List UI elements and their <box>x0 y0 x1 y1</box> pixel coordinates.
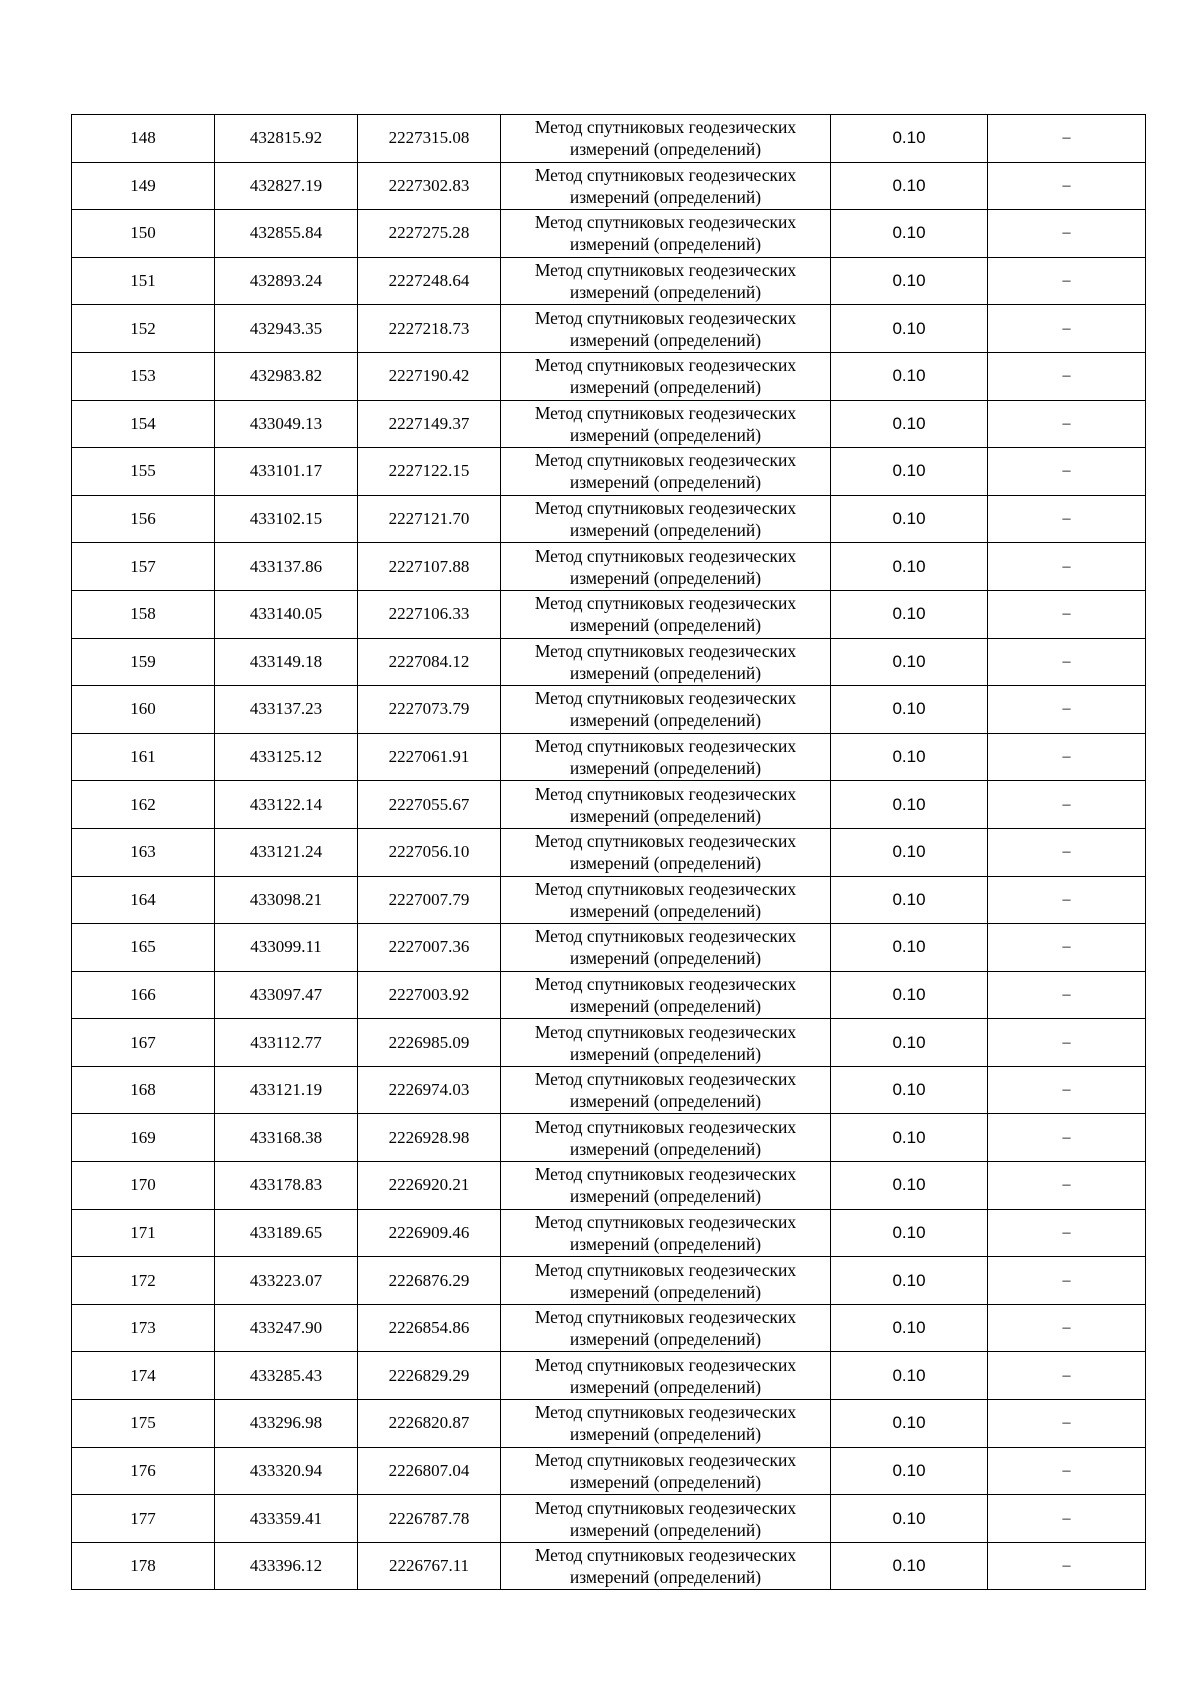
y-coordinate-cell: 2227190.42 <box>358 352 501 400</box>
note-cell: – <box>988 305 1146 353</box>
y-coordinate-cell: 2227073.79 <box>358 686 501 734</box>
accuracy-cell: 0.10 <box>831 1114 988 1162</box>
table-row <box>72 352 1146 400</box>
table-row <box>72 924 1146 972</box>
x-coordinate-cell: 433102.15 <box>215 495 358 543</box>
accuracy-cell: 0.10 <box>831 876 988 924</box>
y-coordinate-cell: 2227003.92 <box>358 971 501 1019</box>
point-number-cell: 149 <box>72 162 215 210</box>
method-line-1: Метод спутниковых геодезических <box>534 1497 797 1518</box>
accuracy-cell: 0.10 <box>831 400 988 448</box>
y-coordinate-cell: 2227107.88 <box>358 543 501 591</box>
table-row <box>72 1495 1146 1543</box>
table-row <box>72 828 1146 876</box>
table-row <box>72 1019 1146 1067</box>
method-line-2: измерений (определений) <box>569 995 762 1016</box>
method-line-2: измерений (определений) <box>569 567 762 588</box>
method-cell <box>501 400 831 448</box>
method-cell <box>501 971 831 1019</box>
method-line-2: измерений (определений) <box>569 1567 762 1588</box>
y-coordinate-cell: 2226767.11 <box>358 1542 501 1590</box>
accuracy-cell: 0.10 <box>831 257 988 305</box>
note-cell: – <box>988 686 1146 734</box>
table-row <box>72 543 1146 591</box>
table-row <box>72 448 1146 496</box>
y-coordinate-cell: 2226928.98 <box>358 1114 501 1162</box>
method-line-1: Метод спутниковых геодезических <box>534 640 797 661</box>
method-cell <box>501 257 831 305</box>
point-number-cell: 153 <box>72 352 215 400</box>
y-coordinate-cell: 2226876.29 <box>358 1257 501 1305</box>
x-coordinate-cell: 432815.92 <box>215 115 358 163</box>
note-cell: – <box>988 1447 1146 1495</box>
table-row <box>72 257 1146 305</box>
accuracy-cell: 0.10 <box>831 924 988 972</box>
note-cell: – <box>988 115 1146 163</box>
accuracy-cell: 0.10 <box>831 162 988 210</box>
x-coordinate-cell: 433049.13 <box>215 400 358 448</box>
y-coordinate-cell: 2227007.79 <box>358 876 501 924</box>
x-coordinate-cell: 433101.17 <box>215 448 358 496</box>
note-cell: – <box>988 828 1146 876</box>
note-cell: – <box>988 495 1146 543</box>
y-coordinate-cell: 2227084.12 <box>358 638 501 686</box>
note-cell: – <box>988 448 1146 496</box>
y-coordinate-cell: 2227055.67 <box>358 781 501 829</box>
method-cell <box>501 1400 831 1448</box>
x-coordinate-cell: 433223.07 <box>215 1257 358 1305</box>
method-cell <box>501 495 831 543</box>
table-row <box>72 1257 1146 1305</box>
x-coordinate-cell: 433189.65 <box>215 1209 358 1257</box>
table-row <box>72 686 1146 734</box>
method-cell <box>501 924 831 972</box>
method-cell <box>501 1114 831 1162</box>
method-line-2: измерений (определений) <box>569 1138 762 1159</box>
method-cell <box>501 1162 831 1210</box>
table-row <box>72 1400 1146 1448</box>
y-coordinate-cell: 2226985.09 <box>358 1019 501 1067</box>
point-number-cell: 175 <box>72 1400 215 1448</box>
table-row <box>72 1542 1146 1590</box>
method-cell <box>501 448 831 496</box>
point-number-cell: 156 <box>72 495 215 543</box>
method-cell <box>501 115 831 163</box>
method-cell <box>501 1066 831 1114</box>
method-line-2: измерений (определений) <box>569 139 762 160</box>
method-line-2: измерений (определений) <box>569 1329 762 1350</box>
note-cell: – <box>988 162 1146 210</box>
note-cell: – <box>988 638 1146 686</box>
y-coordinate-cell: 2226909.46 <box>358 1209 501 1257</box>
note-cell: – <box>988 1495 1146 1543</box>
method-line-2: измерений (определений) <box>569 282 762 303</box>
accuracy-cell: 0.10 <box>831 1447 988 1495</box>
y-coordinate-cell: 2226820.87 <box>358 1400 501 1448</box>
point-number-cell: 178 <box>72 1542 215 1590</box>
note-cell: – <box>988 1209 1146 1257</box>
method-line-1: Метод спутниковых геодезических <box>534 260 797 281</box>
accuracy-cell: 0.10 <box>831 1495 988 1543</box>
note-cell: – <box>988 257 1146 305</box>
point-number-cell: 171 <box>72 1209 215 1257</box>
method-line-1: Метод спутниковых геодезических <box>534 1354 797 1375</box>
accuracy-cell: 0.10 <box>831 686 988 734</box>
method-line-2: измерений (определений) <box>569 948 762 969</box>
point-number-cell: 157 <box>72 543 215 591</box>
accuracy-cell: 0.10 <box>831 115 988 163</box>
point-number-cell: 177 <box>72 1495 215 1543</box>
coordinates-table-body <box>72 115 1146 1590</box>
method-line-1: Метод спутниковых геодезических <box>534 1307 797 1328</box>
method-line-1: Метод спутниковых геодезических <box>534 117 797 138</box>
method-line-1: Метод спутниковых геодезических <box>534 402 797 423</box>
accuracy-cell: 0.10 <box>831 1542 988 1590</box>
accuracy-cell: 0.10 <box>831 305 988 353</box>
point-number-cell: 174 <box>72 1352 215 1400</box>
method-line-2: измерений (определений) <box>569 1281 762 1302</box>
accuracy-cell: 0.10 <box>831 543 988 591</box>
table-row <box>72 495 1146 543</box>
method-cell <box>501 352 831 400</box>
method-line-2: измерений (определений) <box>569 1233 762 1254</box>
x-coordinate-cell: 433359.41 <box>215 1495 358 1543</box>
note-cell: – <box>988 733 1146 781</box>
table-row <box>72 971 1146 1019</box>
point-number-cell: 154 <box>72 400 215 448</box>
x-coordinate-cell: 433121.24 <box>215 828 358 876</box>
table-row <box>72 162 1146 210</box>
note-cell: – <box>988 400 1146 448</box>
accuracy-cell: 0.10 <box>831 781 988 829</box>
accuracy-cell: 0.10 <box>831 495 988 543</box>
accuracy-cell: 0.10 <box>831 1019 988 1067</box>
method-line-2: измерений (определений) <box>569 615 762 636</box>
accuracy-cell: 0.10 <box>831 1066 988 1114</box>
note-cell: – <box>988 1542 1146 1590</box>
accuracy-cell: 0.10 <box>831 733 988 781</box>
method-line-2: измерений (определений) <box>569 1519 762 1540</box>
table-row <box>72 590 1146 638</box>
method-line-1: Метод спутниковых геодезических <box>534 926 797 947</box>
point-number-cell: 152 <box>72 305 215 353</box>
y-coordinate-cell: 2227315.08 <box>358 115 501 163</box>
method-line-2: измерений (определений) <box>569 758 762 779</box>
method-line-1: Метод спутниковых геодезических <box>534 1021 797 1042</box>
method-cell <box>501 1352 831 1400</box>
method-cell <box>501 1447 831 1495</box>
note-cell: – <box>988 1304 1146 1352</box>
note-cell: – <box>988 1162 1146 1210</box>
point-number-cell: 159 <box>72 638 215 686</box>
note-cell: – <box>988 1066 1146 1114</box>
method-line-1: Метод спутниковых геодезических <box>534 1545 797 1566</box>
y-coordinate-cell: 2227056.10 <box>358 828 501 876</box>
accuracy-cell: 0.10 <box>831 1400 988 1448</box>
method-line-2: измерений (определений) <box>569 472 762 493</box>
method-line-1: Метод спутниковых геодезических <box>534 1449 797 1470</box>
method-line-2: измерений (определений) <box>569 853 762 874</box>
x-coordinate-cell: 433178.83 <box>215 1162 358 1210</box>
table-row <box>72 876 1146 924</box>
note-cell: – <box>988 1019 1146 1067</box>
point-number-cell: 167 <box>72 1019 215 1067</box>
accuracy-cell: 0.10 <box>831 352 988 400</box>
point-number-cell: 151 <box>72 257 215 305</box>
method-line-1: Метод спутниковых геодезических <box>534 973 797 994</box>
point-number-cell: 158 <box>72 590 215 638</box>
point-number-cell: 164 <box>72 876 215 924</box>
method-cell <box>501 1495 831 1543</box>
note-cell: – <box>988 971 1146 1019</box>
method-line-2: измерений (определений) <box>569 900 762 921</box>
method-cell <box>501 686 831 734</box>
method-line-2: измерений (определений) <box>569 805 762 826</box>
y-coordinate-cell: 2227122.15 <box>358 448 501 496</box>
method-line-2: измерений (определений) <box>569 1471 762 1492</box>
note-cell: – <box>988 543 1146 591</box>
method-line-1: Метод спутниковых геодезических <box>534 1211 797 1232</box>
method-line-2: измерений (определений) <box>569 710 762 731</box>
point-number-cell: 168 <box>72 1066 215 1114</box>
method-line-2: измерений (определений) <box>569 1376 762 1397</box>
method-line-2: измерений (определений) <box>569 234 762 255</box>
table-row <box>72 1304 1146 1352</box>
point-number-cell: 166 <box>72 971 215 1019</box>
method-cell <box>501 638 831 686</box>
accuracy-cell: 0.10 <box>831 210 988 258</box>
y-coordinate-cell: 2227302.83 <box>358 162 501 210</box>
method-line-1: Метод спутниковых геодезических <box>534 878 797 899</box>
x-coordinate-cell: 433121.19 <box>215 1066 358 1114</box>
x-coordinate-cell: 432855.84 <box>215 210 358 258</box>
accuracy-cell: 0.10 <box>831 1209 988 1257</box>
x-coordinate-cell: 432893.24 <box>215 257 358 305</box>
y-coordinate-cell: 2227007.36 <box>358 924 501 972</box>
method-line-1: Метод спутниковых геодезических <box>534 307 797 328</box>
accuracy-cell: 0.10 <box>831 1304 988 1352</box>
accuracy-cell: 0.10 <box>831 1162 988 1210</box>
method-cell <box>501 733 831 781</box>
method-cell <box>501 1019 831 1067</box>
method-line-1: Метод спутниковых геодезических <box>534 1164 797 1185</box>
y-coordinate-cell: 2227149.37 <box>358 400 501 448</box>
x-coordinate-cell: 433137.86 <box>215 543 358 591</box>
method-line-1: Метод спутниковых геодезических <box>534 593 797 614</box>
method-line-1: Метод спутниковых геодезических <box>534 450 797 471</box>
method-line-2: измерений (определений) <box>569 329 762 350</box>
y-coordinate-cell: 2226974.03 <box>358 1066 501 1114</box>
table-row <box>72 210 1146 258</box>
x-coordinate-cell: 433140.05 <box>215 590 358 638</box>
method-line-1: Метод спутниковых геодезических <box>534 688 797 709</box>
method-line-2: измерений (определений) <box>569 186 762 207</box>
table-row <box>72 1352 1146 1400</box>
method-line-1: Метод спутниковых геодезических <box>534 1069 797 1090</box>
point-number-cell: 148 <box>72 115 215 163</box>
method-line-1: Метод спутниковых геодезических <box>534 498 797 519</box>
method-cell <box>501 876 831 924</box>
table-row <box>72 305 1146 353</box>
method-cell <box>501 1542 831 1590</box>
y-coordinate-cell: 2227248.64 <box>358 257 501 305</box>
x-coordinate-cell: 433247.90 <box>215 1304 358 1352</box>
y-coordinate-cell: 2227061.91 <box>358 733 501 781</box>
table-row <box>72 1447 1146 1495</box>
method-cell <box>501 590 831 638</box>
point-number-cell: 172 <box>72 1257 215 1305</box>
accuracy-cell: 0.10 <box>831 590 988 638</box>
note-cell: – <box>988 924 1146 972</box>
method-line-2: измерений (определений) <box>569 424 762 445</box>
note-cell: – <box>988 876 1146 924</box>
point-number-cell: 150 <box>72 210 215 258</box>
method-line-1: Метод спутниковых геодезических <box>534 1259 797 1280</box>
method-line-2: измерений (определений) <box>569 377 762 398</box>
y-coordinate-cell: 2227121.70 <box>358 495 501 543</box>
note-cell: – <box>988 352 1146 400</box>
note-cell: – <box>988 1352 1146 1400</box>
method-line-2: измерений (определений) <box>569 520 762 541</box>
table-row <box>72 1209 1146 1257</box>
accuracy-cell: 0.10 <box>831 1257 988 1305</box>
table-row <box>72 781 1146 829</box>
accuracy-cell: 0.10 <box>831 638 988 686</box>
method-cell <box>501 543 831 591</box>
table-row <box>72 733 1146 781</box>
note-cell: – <box>988 1400 1146 1448</box>
method-line-1: Метод спутниковых геодезических <box>534 355 797 376</box>
point-number-cell: 173 <box>72 1304 215 1352</box>
x-coordinate-cell: 433125.12 <box>215 733 358 781</box>
method-line-2: измерений (определений) <box>569 1043 762 1064</box>
table-row <box>72 115 1146 163</box>
method-line-1: Метод спутниковых геодезических <box>534 783 797 804</box>
x-coordinate-cell: 433097.47 <box>215 971 358 1019</box>
method-cell <box>501 1304 831 1352</box>
method-line-1: Метод спутниковых геодезических <box>534 831 797 852</box>
method-line-1: Метод спутниковых геодезических <box>534 1402 797 1423</box>
method-cell <box>501 781 831 829</box>
y-coordinate-cell: 2226807.04 <box>358 1447 501 1495</box>
point-number-cell: 165 <box>72 924 215 972</box>
point-number-cell: 155 <box>72 448 215 496</box>
table-row <box>72 400 1146 448</box>
method-line-2: измерений (определений) <box>569 1091 762 1112</box>
coordinates-table <box>71 114 1146 1590</box>
table-row <box>72 1066 1146 1114</box>
method-line-1: Метод спутниковых геодезических <box>534 212 797 233</box>
x-coordinate-cell: 433396.12 <box>215 1542 358 1590</box>
x-coordinate-cell: 433098.21 <box>215 876 358 924</box>
x-coordinate-cell: 433168.38 <box>215 1114 358 1162</box>
method-line-2: измерений (определений) <box>569 662 762 683</box>
x-coordinate-cell: 433149.18 <box>215 638 358 686</box>
note-cell: – <box>988 781 1146 829</box>
point-number-cell: 161 <box>72 733 215 781</box>
x-coordinate-cell: 433122.14 <box>215 781 358 829</box>
method-line-1: Метод спутниковых геодезических <box>534 736 797 757</box>
x-coordinate-cell: 433320.94 <box>215 1447 358 1495</box>
table-row <box>72 1114 1146 1162</box>
method-line-2: измерений (определений) <box>569 1424 762 1445</box>
accuracy-cell: 0.10 <box>831 971 988 1019</box>
note-cell: – <box>988 590 1146 638</box>
method-cell <box>501 305 831 353</box>
method-cell <box>501 162 831 210</box>
method-line-1: Метод спутниковых геодезических <box>534 164 797 185</box>
x-coordinate-cell: 433296.98 <box>215 1400 358 1448</box>
x-coordinate-cell: 432983.82 <box>215 352 358 400</box>
y-coordinate-cell: 2227218.73 <box>358 305 501 353</box>
y-coordinate-cell: 2226854.86 <box>358 1304 501 1352</box>
x-coordinate-cell: 433137.23 <box>215 686 358 734</box>
method-line-2: измерений (определений) <box>569 1186 762 1207</box>
accuracy-cell: 0.10 <box>831 448 988 496</box>
point-number-cell: 160 <box>72 686 215 734</box>
method-line-1: Метод спутниковых геодезических <box>534 545 797 566</box>
point-number-cell: 163 <box>72 828 215 876</box>
method-cell <box>501 1257 831 1305</box>
point-number-cell: 176 <box>72 1447 215 1495</box>
table-row <box>72 1162 1146 1210</box>
point-number-cell: 169 <box>72 1114 215 1162</box>
method-cell <box>501 210 831 258</box>
y-coordinate-cell: 2227106.33 <box>358 590 501 638</box>
method-line-1: Метод спутниковых геодезических <box>534 1116 797 1137</box>
x-coordinate-cell: 433099.11 <box>215 924 358 972</box>
note-cell: – <box>988 1114 1146 1162</box>
table-row <box>72 638 1146 686</box>
y-coordinate-cell: 2227275.28 <box>358 210 501 258</box>
method-cell <box>501 828 831 876</box>
accuracy-cell: 0.10 <box>831 828 988 876</box>
accuracy-cell: 0.10 <box>831 1352 988 1400</box>
x-coordinate-cell: 432943.35 <box>215 305 358 353</box>
x-coordinate-cell: 432827.19 <box>215 162 358 210</box>
x-coordinate-cell: 433112.77 <box>215 1019 358 1067</box>
note-cell: – <box>988 210 1146 258</box>
point-number-cell: 170 <box>72 1162 215 1210</box>
method-cell <box>501 1209 831 1257</box>
note-cell: – <box>988 1257 1146 1305</box>
y-coordinate-cell: 2226829.29 <box>358 1352 501 1400</box>
y-coordinate-cell: 2226787.78 <box>358 1495 501 1543</box>
y-coordinate-cell: 2226920.21 <box>358 1162 501 1210</box>
point-number-cell: 162 <box>72 781 215 829</box>
x-coordinate-cell: 433285.43 <box>215 1352 358 1400</box>
